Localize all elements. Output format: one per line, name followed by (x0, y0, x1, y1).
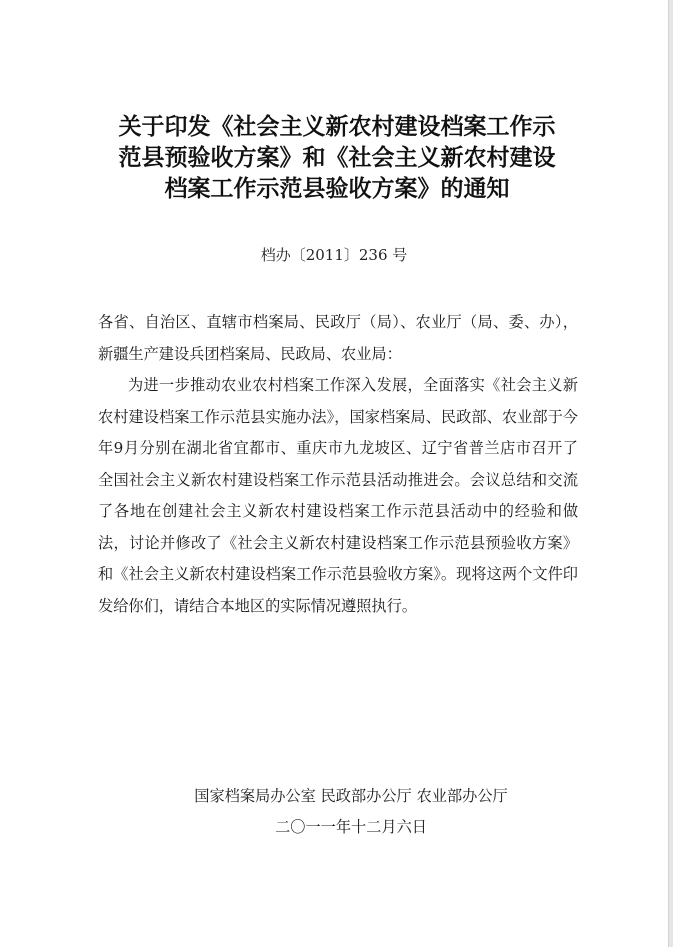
addressee-paragraph: 各省、自治区、直辖市档案局、民政厅（局）、农业厅（局、委、办），新疆生产建设兵团档案局、民政局、农业局： (98, 313, 578, 363)
title-line-1: 关于印发《社会主义新农村建设档案工作示 (118, 114, 556, 140)
title-line-2: 范县预验收方案》和《社会主义新农村建设 (118, 145, 556, 171)
body-paragraph: 为进一步推动农业农村档案工作深入发展，全面落实《社会主义新农村建设档案工作示范县实施办法》，国家档案局、民政部、农业部于今年9月分别在湖北省宜都市、重庆市九龙坡区、辽宁省普兰店市召开了全国社会主义新农村建设档案工作示范县活动推进会。会议总结和交流了各地在创建社会主义新农村建设档案工作示范县活动中的经验和做法，讨论并修改了《社会主义新农村建设档案工作示范县预验收方案》和《社会主义新农村建设档案工作示范县验收方案》。现将这两个文件印发给你们，请结合本地区的实际情况遵照执行。 (98, 376, 578, 615)
issue-date: 二〇一一年十二月六日 (275, 818, 427, 836)
page-edge-scrollbar (668, 0, 673, 947)
document-title (96, 112, 578, 205)
title-line-3: 档案工作示范县验收方案》的通知 (164, 176, 510, 202)
document-number: 档办〔2011〕236 号 (260, 246, 408, 264)
issuing-offices: 国家档案局办公室 民政部办公厅 农业部办公厅 (194, 787, 508, 805)
